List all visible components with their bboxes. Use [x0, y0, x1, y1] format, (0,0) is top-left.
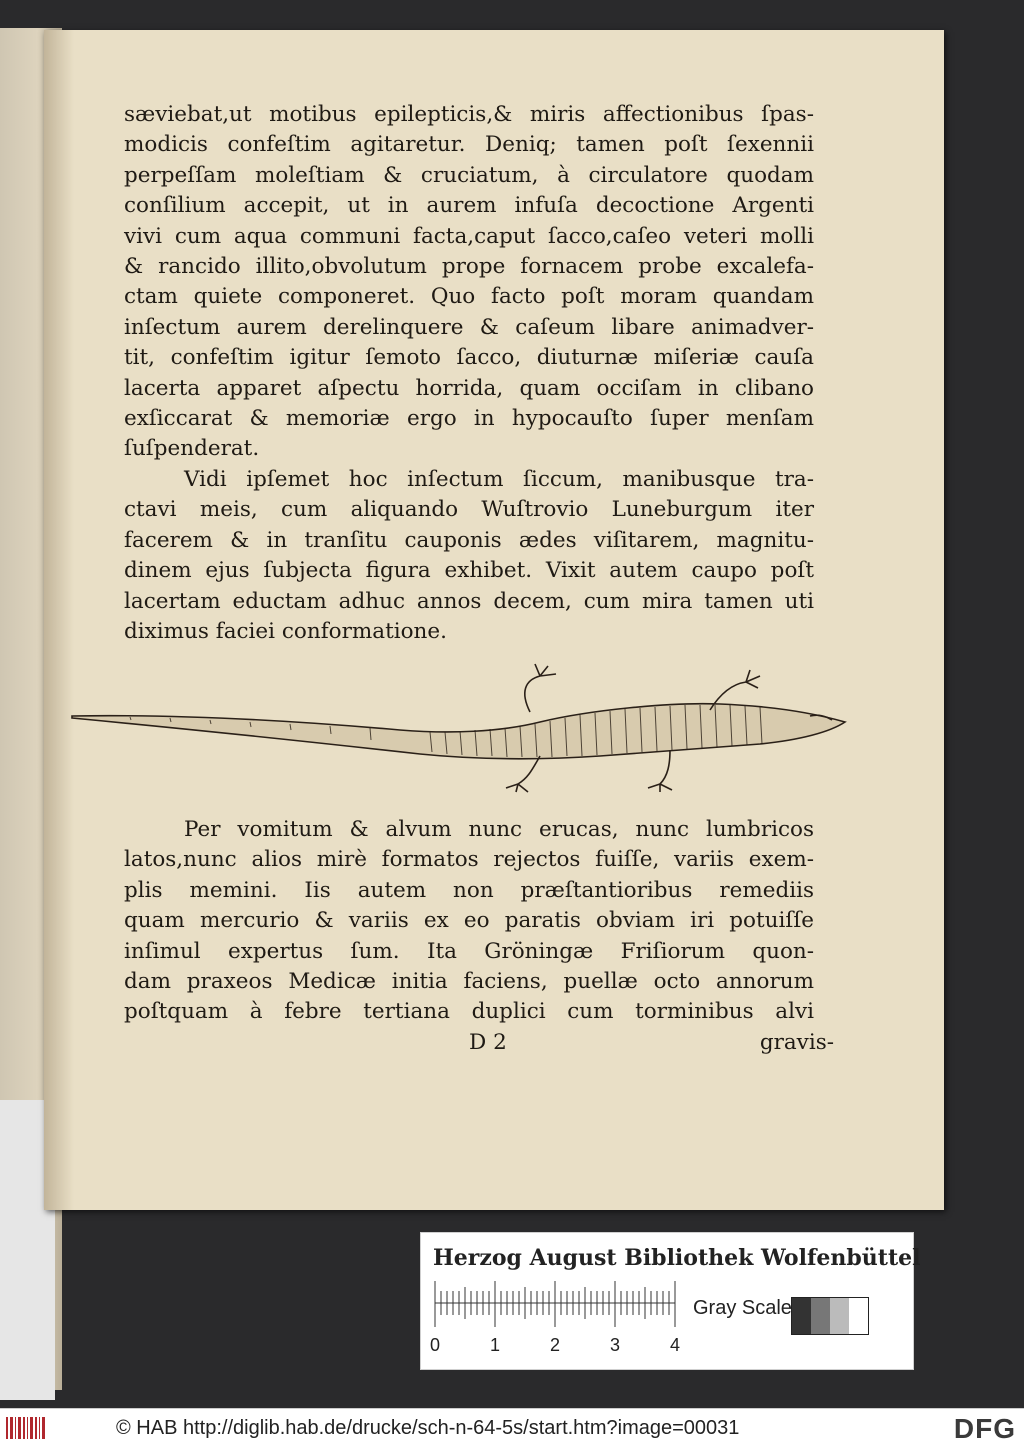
- gray-swatch-mid: [811, 1298, 830, 1334]
- copyright-link[interactable]: © HAB http://diglib.hab.de/drucke/sch-n-64-5s/start.htm?image=00031: [116, 1417, 740, 1439]
- text-line: Vidi ipſemet hoc inſectum ſiccum, manibusque tra-: [184, 466, 814, 492]
- text-line: lacerta apparet aſpectu horrida, quam occiſam in clibano: [124, 375, 814, 401]
- gray-scale-swatches: [791, 1297, 869, 1335]
- text-line: facerem & in tranſitu cauponis ædes viſitarem, magnitu-: [124, 527, 814, 553]
- lizard-woodcut-illustration: [70, 652, 860, 792]
- viewer-footer-bar: [0, 1408, 1024, 1448]
- text-line: & rancido illito,obvolutum prope fornacem probe excalefa-: [124, 254, 814, 280]
- ruler-label-3: 3: [610, 1335, 621, 1355]
- catchword: gravis-: [759, 1030, 834, 1055]
- text-line: poſtquam à febre tertiana duplici cum torminibus alvi: [124, 999, 814, 1025]
- book-page: [44, 30, 944, 1210]
- text-line: conſilium accepit, ut in aurem infuſa decoctione Argenti: [124, 193, 814, 219]
- text-line: latos,nunc alios mirè formatos rejectos fuiſſe, variis exem-: [124, 847, 814, 873]
- ruler-label-2: 2: [550, 1335, 561, 1355]
- text-line: perpeſſam moleſtiam & cruciatum, à circulatore quodam: [124, 162, 814, 188]
- text-line: dam praxeos Medicæ initia faciens, puellæ octo annorum: [124, 969, 814, 995]
- library-label-card: [420, 1232, 921, 1370]
- text-line: inſimul expertus ſum. Ita Gröningæ Friſiorum quon-: [124, 938, 814, 964]
- text-line: modicis confeſtim agitaretur. Deniq; tamen poſt ſexennii: [124, 132, 814, 158]
- dfg-logo: DFG: [953, 1413, 1016, 1444]
- text-line: ctam quiete componeret. Quo facto poſt moram quandam: [124, 284, 814, 310]
- signature-mark: D 2: [469, 1030, 507, 1055]
- text-line: lacertam eductam adhuc annos decem, cum mira tamen uti: [124, 588, 814, 614]
- ruler-label-1: 1: [490, 1335, 501, 1355]
- gray-swatch-dark: [792, 1298, 811, 1334]
- text-line: ctavi meis, cum aliquando Wuſtrovio Luneburgum iter: [124, 497, 814, 523]
- paragraph-3: [124, 815, 814, 1028]
- page-gutter-shadow: [44, 30, 74, 1210]
- text-block-upper: [124, 100, 814, 647]
- gray-swatch-light: [830, 1298, 849, 1334]
- ruler-label-4: 4: [670, 1335, 681, 1355]
- text-line: tit, confeſtim igitur ſemoto ſacco, diuturnæ miſeriæ cauſa: [124, 345, 814, 371]
- text-line: inſectum aurem derelinquere & caſeum libare animadver-: [124, 314, 814, 340]
- gray-scale-label: Gray Scale: [693, 1297, 792, 1319]
- text-line: dinem ejus ſubjecta figura exhibet. Vixit autem caupo poſt: [124, 558, 814, 584]
- text-line: exſiccarat & memoriæ ergo in hypocauſto ſuper menſam: [124, 406, 814, 432]
- gray-swatch-white: [849, 1298, 868, 1334]
- text-line: vivi cum aqua communi facta,caput ſacco,caſeo veteri molli: [124, 223, 814, 249]
- text-block-lower: [124, 815, 814, 1028]
- page-footer: [124, 1030, 834, 1060]
- text-line: plis memini. Iis autem non præſtantioribus remediis: [124, 877, 814, 903]
- ruler-scale: [430, 1279, 683, 1359]
- paragraph-1: [124, 100, 814, 465]
- ruler-label-0: 0: [430, 1335, 441, 1355]
- text-line: sæviebat,ut motibus epilepticis,& miris affectionibus ſpas-: [124, 102, 814, 127]
- library-name: Herzog August Bibliothek Wolfenbüttel: [433, 1245, 921, 1271]
- text-line: Per vomitum & alvum nunc erucas, nunc lumbricos: [184, 817, 814, 842]
- text-line: quam mercurio & variis ex eo paratis obviam iri potuiſſe: [124, 908, 814, 934]
- text-line: diximus faciei conformatione.: [124, 618, 447, 644]
- hab-logo-icon: [6, 1415, 46, 1441]
- text-line: ſuſpenderat.: [124, 436, 260, 462]
- paragraph-2: [124, 465, 814, 647]
